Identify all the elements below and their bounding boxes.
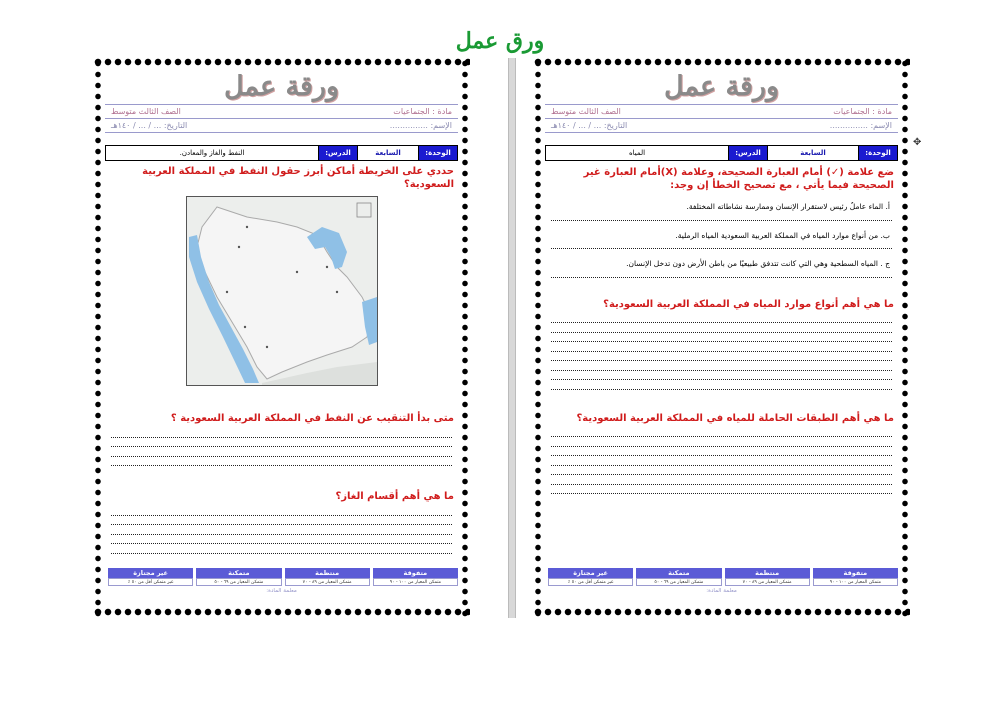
unit-label: الوحدة: — [858, 146, 897, 160]
border-right — [460, 58, 470, 618]
name-field[interactable]: الإسم: ............... — [829, 121, 892, 130]
date-field[interactable]: التاريخ: ... / ... / ١٤٠هـ — [551, 121, 628, 130]
grade-header: غير مجتازة — [108, 568, 193, 578]
grade-cell[interactable]: متمكن المعيار من ٦٩ - ٥٠ — [196, 578, 281, 586]
grade-header: متفوقة — [373, 568, 458, 578]
grade-cell[interactable]: متمكن المعيار من ١٠٠ - ٩٠ — [373, 578, 458, 586]
subject-label: مادة : الجتماعيات — [393, 107, 452, 116]
worksheet-title: ورقة عمل — [223, 71, 340, 102]
border-left — [93, 58, 103, 618]
grade-header: متفوقة — [813, 568, 898, 578]
teacher-note: معلمة المادة: — [706, 588, 737, 594]
lesson-label: الدرس: — [318, 146, 357, 160]
grade-cell[interactable]: متمكن المعيار من ٨٩ - ٧٠ — [725, 578, 810, 586]
grade-cell[interactable]: متمكن المعيار من ٨٩ - ٧٠ — [285, 578, 370, 586]
teacher-note: معلمة المادة: — [266, 588, 297, 594]
map-graphic — [187, 197, 377, 385]
grade-label: الصف الثالث متوسط — [111, 107, 181, 116]
border-top — [93, 58, 470, 68]
grading-footer — [105, 568, 458, 594]
true-false-instruction: ضع علامة (✓) أمام العبارة الصحيحة، وعلامة (X)أمام العبارة غير الصحيحة فيما يأتي ، مع تصحيح الخطأ إن وجد: — [583, 167, 894, 191]
border-top — [533, 58, 910, 68]
worksheet-title: ورقة عمل — [663, 71, 780, 102]
grade-header: منتظمة — [725, 568, 810, 578]
subject-label: مادة : الجتماعيات — [833, 107, 892, 116]
border-bottom — [533, 608, 910, 618]
info-block — [545, 104, 898, 133]
name-field[interactable]: الإسم: ............... — [389, 121, 452, 130]
answer-line[interactable] — [551, 211, 892, 221]
border-left — [533, 58, 543, 618]
grading-footer — [545, 568, 898, 594]
grade-cell[interactable]: متمكن المعيار من ١٠٠ - ٩٠ — [813, 578, 898, 586]
page-title: ورق عمل — [455, 28, 545, 54]
unit-lesson-bar — [105, 145, 458, 161]
unit-lesson-bar — [545, 145, 898, 161]
answer-lines[interactable] — [551, 314, 892, 390]
worksheet-oil — [93, 58, 470, 618]
page-divider — [508, 58, 516, 618]
unit-label: الوحدة: — [418, 146, 457, 160]
unit-value: السابعة — [357, 146, 418, 160]
grade-header: متمكنة — [196, 568, 281, 578]
date-field[interactable]: التاريخ: ... / ... / ١٤٠هـ — [111, 121, 188, 130]
grade-header: منتظمة — [285, 568, 370, 578]
answer-line[interactable] — [551, 268, 892, 278]
grade-header: متمكنة — [636, 568, 721, 578]
answer-lines[interactable] — [111, 506, 452, 554]
lesson-value: المياه — [628, 149, 646, 157]
saudi-map[interactable] — [186, 196, 378, 386]
move-handle-icon[interactable]: ✥ — [913, 137, 922, 148]
statement-c: ج . المياه السطحية وهي التي كانت تتدفق طبيعيًا من باطن الأرض دون تدخل الإنسان. — [626, 259, 890, 268]
statement-b: ب. من أنواع موارد المياه في المملكة العربية السعودية المياه الرملية. — [675, 230, 890, 240]
answer-lines[interactable] — [551, 428, 892, 495]
worksheet-water — [533, 58, 910, 618]
grade-cell[interactable]: غير متمكن أقل من ٥٠ ٪ — [548, 578, 633, 586]
question-water-resources: ما هي أهم أنواع موارد المياه في المملكة العربية السعودية؟ — [603, 298, 894, 310]
grade-cell[interactable]: غير متمكن أقل من ٥٠ ٪ — [108, 578, 193, 586]
border-right — [900, 58, 910, 618]
unit-value: السابعة — [767, 146, 858, 160]
answer-lines[interactable] — [111, 428, 452, 466]
border-bottom — [93, 608, 470, 618]
grade-label: الصف الثالث متوسط — [551, 107, 621, 116]
lesson-label: الدرس: — [728, 146, 767, 160]
statement-a: أ. الماء عاملٌ رئيس لاستقرار الإنسان وممارسة نشاطاته المختلفة. — [686, 202, 890, 211]
answer-line[interactable] — [551, 240, 892, 250]
map-instruction: حددي على الخريطة أماكن أبرز حقول النفط في المملكة العربية السعودية؟ — [142, 166, 454, 190]
grade-header: غير مجتازة — [548, 568, 633, 578]
lesson-value: النفط والغاز والمعادن. — [179, 149, 245, 157]
question-gas-sections: ما هي أهم أقسام الغاز؟ — [335, 491, 454, 502]
question-oil-exploration: متى بدأ التنقيب عن النفط في المملكة العربية السعودية ؟ — [170, 413, 454, 424]
grade-cell[interactable]: متمكن المعيار من ٦٩ - ٥٠ — [636, 578, 721, 586]
info-block — [105, 104, 458, 133]
question-aquifers: ما هي أهم الطبقات الحاملة للمياه في المملكة العربية السعودية؟ — [576, 412, 894, 424]
